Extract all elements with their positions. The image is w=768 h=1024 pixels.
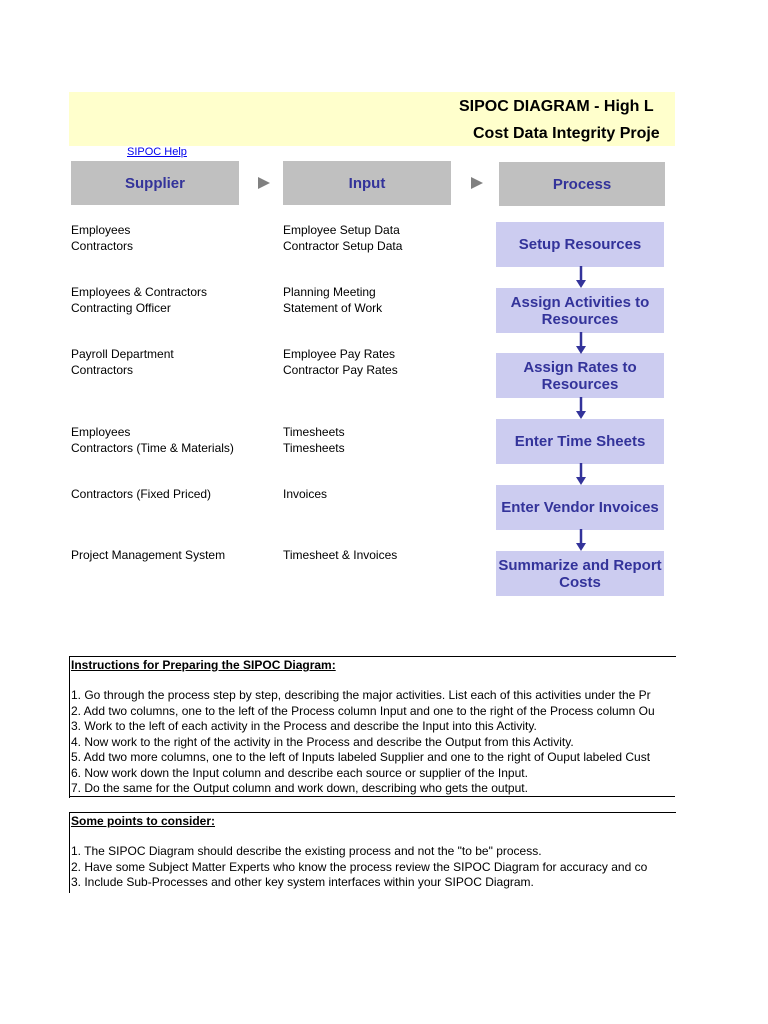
supplier-text: Project Management System: [71, 548, 226, 562]
process-step-assign-activities: [496, 288, 664, 333]
input-text: Timesheets: [283, 440, 345, 455]
supplier-text: Contractors: [71, 238, 134, 253]
instruction-line: 7. Do the same for the Output column and work down, describing who gets the output.: [71, 781, 528, 795]
title-line-1: SIPOC DIAGRAM - High L: [459, 98, 654, 115]
input-text: Timesheet & Invoices: [283, 548, 398, 562]
point-line: 2. Have some Subject Matter Experts who know the process review the SIPOC Diagram for accuracy and co: [71, 859, 648, 874]
supplier-cell: [71, 285, 207, 316]
supplier-cell: [71, 548, 225, 564]
input-header: Input: [283, 161, 451, 205]
input-text: Contractor Pay Rates: [283, 362, 398, 377]
process-step-enter-time-sheets: [496, 419, 664, 464]
process-step-label: Enter Vendor Invoices: [501, 499, 659, 516]
arrow-down-icon: [575, 463, 587, 486]
process-header: Process: [499, 162, 665, 206]
supplier-text: Contractors (Fixed Priced): [71, 487, 212, 501]
points-box: [69, 812, 676, 893]
input-cell: [283, 425, 345, 456]
input-cell: [283, 347, 398, 378]
process-step-setup-resources: [496, 222, 664, 267]
title-banner: [69, 92, 675, 146]
input-cell: [283, 487, 327, 503]
supplier-text: Contractors: [71, 362, 134, 377]
supplier-cell: [71, 425, 234, 456]
instruction-line: 5. Add two more columns, one to the left of Inputs labeled Supplier and one to the right of Ouput labeled Cust: [71, 750, 651, 764]
supplier-cell: [71, 223, 133, 254]
supplier-text: Employees: [71, 425, 131, 439]
instruction-line: 2. Add two columns, one to the left of the Process column Input and one to the right of the Process column Ou: [71, 703, 655, 718]
input-text: Planning Meeting: [283, 285, 376, 299]
process-step-label: Setup Resources: [518, 236, 642, 253]
point-line: 3. Include Sub-Processes and other key system interfaces within your SIPOC Diagram.: [71, 875, 534, 889]
input-text: Statement of Work: [283, 300, 383, 315]
input-cell: [283, 285, 382, 316]
input-text: Contractor Setup Data: [283, 238, 403, 253]
process-step-label: Assign Rates to Resources: [523, 358, 637, 393]
supplier-header: Supplier: [71, 161, 239, 205]
instruction-line: 6. Now work down the Input column and describe each source or supplier of the Input.: [71, 765, 528, 780]
instruction-line: 4. Now work to the right of the activity in the Process and describe the Output from this Activity.: [71, 734, 574, 749]
point-line: 1. The SIPOC Diagram should describe the existing process and not the "to be" process.: [71, 844, 542, 858]
supplier-text: Employees: [71, 223, 131, 237]
supplier-text: Contractors (Time & Materials): [71, 440, 234, 455]
points-heading: Some points to consider:: [71, 814, 216, 828]
arrow-down-icon: [575, 397, 587, 420]
instruction-line: 1. Go through the process step by step, describing the major activities. List each of this activities under the Pr: [71, 688, 651, 702]
process-step-assign-rates: [496, 353, 664, 398]
arrow-right-icon: [471, 177, 483, 189]
input-cell: [283, 223, 402, 254]
arrow-down-icon: [575, 332, 587, 355]
instructions-heading: Instructions for Preparing the SIPOC Diagram:: [71, 658, 336, 672]
supplier-cell: [71, 347, 174, 378]
supplier-text: Employees & Contractors: [71, 285, 208, 299]
process-step-label: Assign Activities to Resources: [510, 293, 650, 328]
instructions-divider: [69, 796, 675, 797]
arrow-down-icon: [575, 266, 587, 289]
arrow-right-icon: [258, 177, 270, 189]
instruction-line: 3. Work to the left of each activity in the Process and describe the Input into this Activity.: [71, 719, 537, 733]
input-cell: [283, 548, 397, 564]
input-text: Invoices: [283, 487, 328, 501]
process-step-label: Enter Time Sheets: [514, 433, 646, 450]
input-text: Employee Setup Data: [283, 223, 400, 237]
sipoc-help-link[interactable]: SIPOC Help: [127, 146, 187, 158]
input-text: Timesheets: [283, 425, 345, 439]
supplier-cell: [71, 487, 211, 503]
instructions-box: [69, 656, 676, 798]
process-step-label: Summarize and Report Costs: [498, 556, 662, 591]
input-text: Employee Pay Rates: [283, 347, 396, 361]
arrow-down-icon: [575, 529, 587, 552]
supplier-text: Contracting Officer: [71, 300, 171, 315]
process-step-enter-vendor-invoices: [496, 485, 664, 530]
process-step-summarize-report: [496, 551, 664, 596]
title-line-2: Cost Data Integrity Proje: [473, 125, 660, 142]
supplier-text: Payroll Department: [71, 347, 174, 361]
